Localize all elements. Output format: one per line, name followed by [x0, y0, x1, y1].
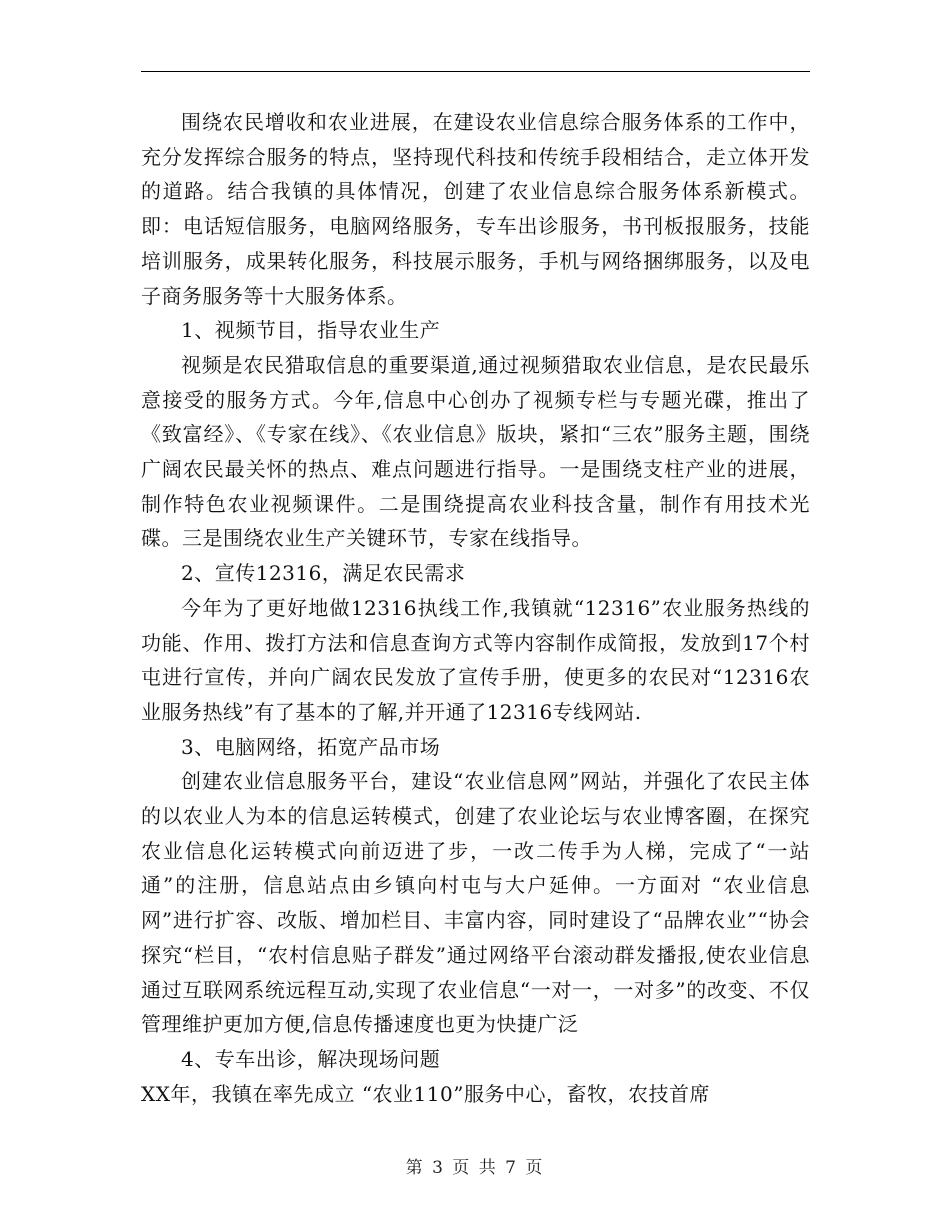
- paragraph-network: 创建农业信息服务平台，建设“农业信息网”网站，并强化了农民主体的以农业人为本的信息运转模式，创建了农业论坛与农业博客圈，在探究农业信息化运转模式向前迈进了步，一改二传手为人梯，完成了“一站通”的注册，信息站点由乡镇向村屯与大户延伸。一方面对 “农业信息网”进行扩容、改版、增加栏目、丰富内容，同时建设了“品牌农业”“协会探究“栏目，“农村信息贴子群发”通过网络平台滚动群发播报,使农业信息通过互联网系统远程互动,实现了农业信息“一对一，一对多”的改变、不仅管理维护更加方便,信息传播速度也更为快捷广泛: [141, 769, 810, 1037]
- paragraph-12316: 今年为了更好地做12316执线工作,我镇就“12316”农业服务热线的功能、作用、拨打方法和信息查询方式等内容制作成简报，发放到17个村屯进行宣传，并向广阔农民发放了宣传手册，使更多的农民对“12316农业服务热线”有了基本的了解,并开通了12316专线网站.: [141, 595, 810, 724]
- header-rule: [141, 71, 810, 72]
- section-heading-12316: 2、宣传12316，满足农民需求: [181, 561, 466, 586]
- paragraph-intro: 围绕农民增收和农业进展，在建设农业信息综合服务体系的工作中，充分发挥综合服务的特点，坚持现代科技和传统手段相结合，走立体开发的道路。结合我镇的具体情况，创建了农业信息综合服务体系新模式。即：电话短信服务，电脑网络服务，专车出诊服务，书刊板报服务，技能培训服务，成果转化服务，科技展示服务，手机与网络捆绑服务，以及电子商务服务等十大服务体系。: [141, 110, 810, 308]
- paragraph-video: 视频是农民猎取信息的重要渠道,通过视频猎取农业信息，是农民最乐意接受的服务方式。今年,信息中心创办了视频专栏与专题光碟，推出了《致富经》、《专家在线》、《农业信息》版块，紧扣“三农”服务主题，围绕广阔农民最关怀的热点、难点问题进行指导。一是围绕支柱产业的进展，制作特色农业视频课件。二是围绕提高农业科技含量，制作有用技术光碟。三是围绕农业生产关键环节，专家在线指导。: [141, 352, 810, 551]
- section-heading-network: 3、电脑网络，拓宽产品市场: [181, 734, 441, 759]
- document-body: [141, 105, 810, 1111]
- paragraph-vehicle: XX年，我镇在率先成立 “农业110”服务中心，畜牧，农技首席: [141, 1081, 710, 1106]
- section-heading-vehicle: 4、专车出诊，解决现场问题: [181, 1046, 441, 1071]
- page-number-footer: 第 3 页 共 7 页: [405, 1158, 545, 1178]
- section-heading-video: 1、视频节目，指导农业生产: [181, 318, 441, 343]
